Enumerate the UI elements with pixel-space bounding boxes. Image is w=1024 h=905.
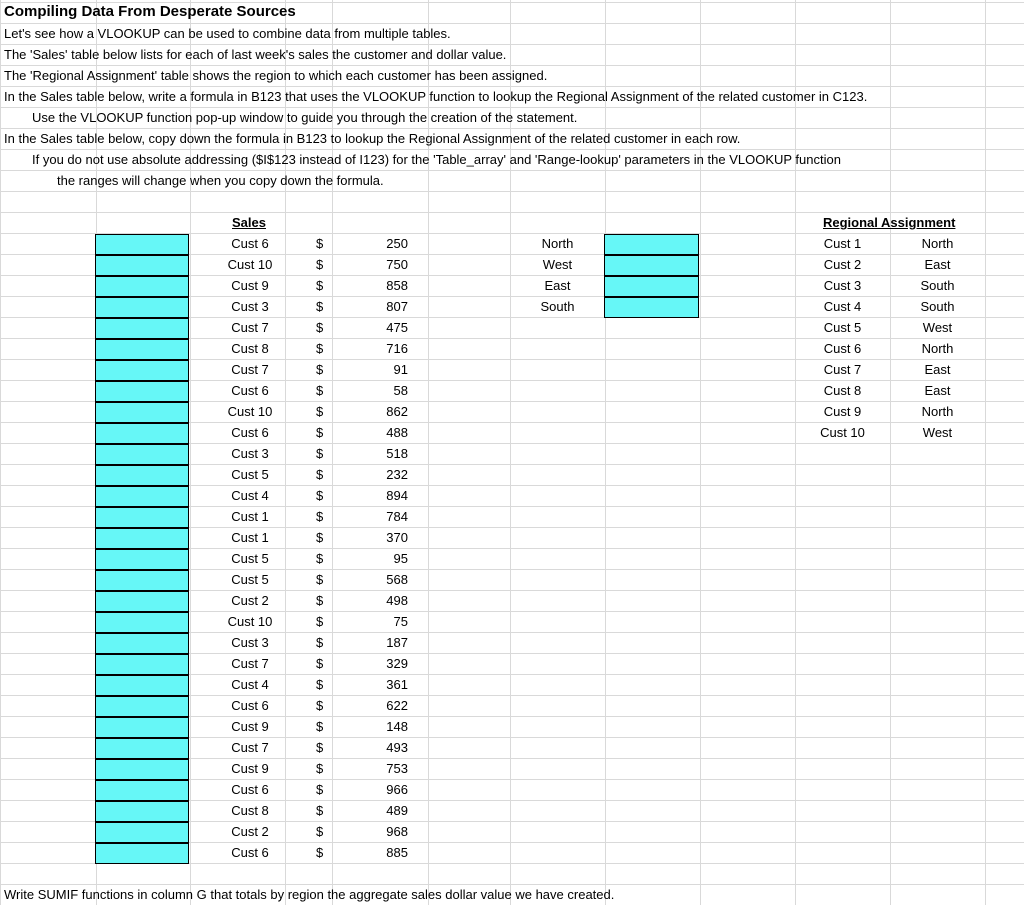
sales-customer-cell[interactable]: Cust 6 — [231, 698, 269, 713]
region-lookup-input-cell[interactable] — [95, 381, 189, 402]
assignment-customer-cell[interactable]: Cust 2 — [823, 257, 862, 272]
sales-customer-cell[interactable]: Cust 3 — [231, 635, 269, 650]
sales-value-cell[interactable]: 622 — [386, 698, 408, 713]
region-lookup-input-cell[interactable] — [95, 591, 189, 612]
region-lookup-input-cell[interactable] — [95, 612, 189, 633]
sumif-input-cell[interactable] — [604, 234, 699, 255]
sales-currency-cell[interactable]: $ — [316, 698, 324, 713]
sales-value-cell[interactable]: 91 — [393, 362, 408, 377]
region-lookup-input-cell[interactable] — [95, 444, 189, 465]
sales-currency-cell[interactable]: $ — [316, 278, 324, 293]
region-lookup-input-cell[interactable] — [95, 423, 189, 444]
sales-customer-cell[interactable]: Cust 4 — [231, 488, 269, 503]
sales-currency-cell[interactable]: $ — [316, 299, 324, 314]
sales-customer-cell[interactable]: Cust 2 — [231, 824, 269, 839]
region-lookup-input-cell[interactable] — [95, 738, 189, 759]
sales-value-cell[interactable]: 187 — [386, 635, 408, 650]
assignment-customer-cell[interactable]: Cust 5 — [823, 320, 862, 335]
sales-value-cell[interactable]: 498 — [386, 593, 408, 608]
sales-currency-cell[interactable]: $ — [316, 677, 324, 692]
region-lookup-input-cell[interactable] — [95, 255, 189, 276]
sales-currency-cell[interactable]: $ — [316, 467, 324, 482]
instruction-line[interactable]: The 'Regional Assignment' table shows the region to which each customer has been assigned. — [4, 68, 548, 83]
region-lookup-input-cell[interactable] — [95, 486, 189, 507]
sales-customer-cell[interactable]: Cust 7 — [231, 740, 269, 755]
sales-value-cell[interactable]: 716 — [386, 341, 408, 356]
summary-region-label[interactable]: South — [540, 299, 575, 314]
sales-customer-cell[interactable]: Cust 5 — [231, 467, 269, 482]
sales-currency-cell[interactable]: $ — [316, 614, 324, 629]
sales-customer-cell[interactable]: Cust 7 — [231, 362, 269, 377]
sales-currency-cell[interactable]: $ — [316, 782, 324, 797]
assignment-customer-cell[interactable]: Cust 7 — [823, 362, 862, 377]
region-lookup-input-cell[interactable] — [95, 633, 189, 654]
sales-customer-cell[interactable]: Cust 9 — [231, 278, 269, 293]
assignment-region-cell[interactable]: East — [924, 362, 951, 377]
region-lookup-input-cell[interactable] — [95, 843, 189, 864]
sales-currency-cell[interactable]: $ — [316, 551, 324, 566]
sales-currency-cell[interactable]: $ — [316, 803, 324, 818]
sheet-title[interactable]: Compiling Data From Desperate Sources — [4, 3, 296, 20]
sales-customer-cell[interactable]: Cust 9 — [231, 719, 269, 734]
assignment-region-cell[interactable]: North — [921, 236, 954, 251]
assignment-region-cell[interactable]: North — [921, 341, 954, 356]
sales-currency-cell[interactable]: $ — [316, 761, 324, 776]
sales-value-cell[interactable]: 475 — [386, 320, 408, 335]
region-lookup-input-cell[interactable] — [95, 801, 189, 822]
sales-value-cell[interactable]: 232 — [386, 467, 408, 482]
sales-currency-cell[interactable]: $ — [316, 719, 324, 734]
sales-value-cell[interactable]: 95 — [393, 551, 408, 566]
assignment-region-cell[interactable]: North — [921, 404, 954, 419]
sales-value-cell[interactable]: 568 — [386, 572, 408, 587]
sales-customer-cell[interactable]: Cust 8 — [231, 803, 269, 818]
sales-value-cell[interactable]: 329 — [386, 656, 408, 671]
sales-value-cell[interactable]: 968 — [386, 824, 408, 839]
regional-assignment-header[interactable]: Regional Assignment — [823, 215, 956, 230]
summary-region-label[interactable]: East — [544, 278, 571, 293]
sales-value-cell[interactable]: 493 — [386, 740, 408, 755]
region-lookup-input-cell[interactable] — [95, 570, 189, 591]
sales-customer-cell[interactable]: Cust 3 — [231, 299, 269, 314]
sales-currency-cell[interactable]: $ — [316, 635, 324, 650]
sales-currency-cell[interactable]: $ — [316, 656, 324, 671]
sales-value-cell[interactable]: 75 — [393, 614, 408, 629]
sales-value-cell[interactable]: 753 — [386, 761, 408, 776]
instruction-line[interactable]: In the Sales table below, copy down the formula in B123 to lookup the Regional Assignment of the related customer in each row. — [4, 131, 741, 146]
sales-customer-cell[interactable]: Cust 7 — [231, 320, 269, 335]
sales-value-cell[interactable]: 807 — [386, 299, 408, 314]
sales-customer-cell[interactable]: Cust 10 — [227, 257, 273, 272]
region-lookup-input-cell[interactable] — [95, 549, 189, 570]
sales-value-cell[interactable]: 250 — [386, 236, 408, 251]
sales-currency-cell[interactable]: $ — [316, 572, 324, 587]
sales-currency-cell[interactable]: $ — [316, 593, 324, 608]
sales-currency-cell[interactable]: $ — [316, 341, 324, 356]
sales-value-cell[interactable]: 370 — [386, 530, 408, 545]
assignment-region-cell[interactable]: East — [924, 383, 951, 398]
region-lookup-input-cell[interactable] — [95, 696, 189, 717]
sales-value-cell[interactable]: 858 — [386, 278, 408, 293]
sales-currency-cell[interactable]: $ — [316, 740, 324, 755]
sumif-input-cell[interactable] — [604, 276, 699, 297]
sales-currency-cell[interactable]: $ — [316, 425, 324, 440]
assignment-customer-cell[interactable]: Cust 8 — [823, 383, 862, 398]
region-lookup-input-cell[interactable] — [95, 759, 189, 780]
region-lookup-input-cell[interactable] — [95, 822, 189, 843]
sales-value-cell[interactable]: 361 — [386, 677, 408, 692]
region-lookup-input-cell[interactable] — [95, 276, 189, 297]
sales-customer-cell[interactable]: Cust 7 — [231, 656, 269, 671]
region-lookup-input-cell[interactable] — [95, 402, 189, 423]
region-lookup-input-cell[interactable] — [95, 339, 189, 360]
instruction-line[interactable]: The 'Sales' table below lists for each of last week's sales the customer and dollar value. — [4, 47, 507, 62]
sales-customer-cell[interactable]: Cust 3 — [231, 446, 269, 461]
region-lookup-input-cell[interactable] — [95, 717, 189, 738]
sales-value-cell[interactable]: 148 — [386, 719, 408, 734]
assignment-region-cell[interactable]: West — [922, 320, 953, 335]
assignment-customer-cell[interactable]: Cust 9 — [823, 404, 862, 419]
sales-currency-cell[interactable]: $ — [316, 446, 324, 461]
sales-customer-cell[interactable]: Cust 6 — [231, 383, 269, 398]
assignment-region-cell[interactable]: West — [922, 425, 953, 440]
sales-value-cell[interactable]: 784 — [386, 509, 408, 524]
assignment-customer-cell[interactable]: Cust 4 — [823, 299, 862, 314]
sales-value-cell[interactable]: 862 — [386, 404, 408, 419]
region-lookup-input-cell[interactable] — [95, 528, 189, 549]
sales-currency-cell[interactable]: $ — [316, 362, 324, 377]
sales-customer-cell[interactable]: Cust 1 — [231, 509, 269, 524]
sales-value-cell[interactable]: 885 — [386, 845, 408, 860]
region-lookup-input-cell[interactable] — [95, 507, 189, 528]
sales-value-cell[interactable]: 966 — [386, 782, 408, 797]
assignment-customer-cell[interactable]: Cust 6 — [823, 341, 862, 356]
sumif-input-cell[interactable] — [604, 297, 699, 318]
sales-customer-cell[interactable]: Cust 5 — [231, 572, 269, 587]
sales-currency-cell[interactable]: $ — [316, 824, 324, 839]
region-lookup-input-cell[interactable] — [95, 780, 189, 801]
sales-value-cell[interactable]: 58 — [393, 383, 408, 398]
sales-currency-cell[interactable]: $ — [316, 320, 324, 335]
instruction-line[interactable]: the ranges will change when you copy down the formula. — [57, 173, 384, 188]
region-lookup-input-cell[interactable] — [95, 360, 189, 381]
sales-currency-cell[interactable]: $ — [316, 509, 324, 524]
sales-value-cell[interactable]: 518 — [386, 446, 408, 461]
sales-customer-cell[interactable]: Cust 8 — [231, 341, 269, 356]
sales-customer-cell[interactable]: Cust 4 — [231, 677, 269, 692]
sales-value-cell[interactable]: 489 — [386, 803, 408, 818]
sales-value-cell[interactable]: 488 — [386, 425, 408, 440]
summary-region-label[interactable]: North — [541, 236, 574, 251]
sales-customer-cell[interactable]: Cust 6 — [231, 845, 269, 860]
region-lookup-input-cell[interactable] — [95, 318, 189, 339]
assignment-region-cell[interactable]: South — [920, 299, 955, 314]
instruction-line[interactable]: If you do not use absolute addressing ($I$123 instead of I123) for the 'Table_array' and 'Range-lookup' parameters in the VLOOKUP function — [32, 152, 841, 167]
sales-customer-cell[interactable]: Cust 2 — [231, 593, 269, 608]
sales-currency-cell[interactable]: $ — [316, 404, 324, 419]
sales-customer-cell[interactable]: Cust 10 — [227, 404, 273, 419]
region-lookup-input-cell[interactable] — [95, 465, 189, 486]
instruction-line[interactable]: Use the VLOOKUP function pop-up window to guide you through the creation of the statement. — [32, 110, 578, 125]
sales-currency-cell[interactable]: $ — [316, 845, 324, 860]
summary-region-label[interactable]: West — [542, 257, 573, 272]
sales-customer-cell[interactable]: Cust 6 — [231, 782, 269, 797]
sales-customer-cell[interactable]: Cust 1 — [231, 530, 269, 545]
region-lookup-input-cell[interactable] — [95, 675, 189, 696]
sales-customer-cell[interactable]: Cust 9 — [231, 761, 269, 776]
sales-value-cell[interactable]: 750 — [386, 257, 408, 272]
region-lookup-input-cell[interactable] — [95, 654, 189, 675]
sales-header[interactable]: Sales — [232, 215, 266, 230]
sales-customer-cell[interactable]: Cust 6 — [231, 236, 269, 251]
sumif-input-cell[interactable] — [604, 255, 699, 276]
sales-currency-cell[interactable]: $ — [316, 257, 324, 272]
region-lookup-input-cell[interactable] — [95, 234, 189, 255]
sales-customer-cell[interactable]: Cust 5 — [231, 551, 269, 566]
sales-currency-cell[interactable]: $ — [316, 488, 324, 503]
sales-customer-cell[interactable]: Cust 10 — [227, 614, 273, 629]
assignment-region-cell[interactable]: East — [924, 257, 951, 272]
region-lookup-input-cell[interactable] — [95, 297, 189, 318]
sales-currency-cell[interactable]: $ — [316, 383, 324, 398]
assignment-customer-cell[interactable]: Cust 3 — [823, 278, 862, 293]
sales-currency-cell[interactable]: $ — [316, 236, 324, 251]
sales-customer-cell[interactable]: Cust 6 — [231, 425, 269, 440]
assignment-region-cell[interactable]: South — [920, 278, 955, 293]
sales-value-cell[interactable]: 894 — [386, 488, 408, 503]
assignment-customer-cell[interactable]: Cust 10 — [820, 425, 865, 440]
instruction-line[interactable]: In the Sales table below, write a formula in B123 that uses the VLOOKUP function to lookup the Regional Assignment of the related customer in C123. — [4, 89, 868, 104]
assignment-customer-cell[interactable]: Cust 1 — [823, 236, 862, 251]
sales-currency-cell[interactable]: $ — [316, 530, 324, 545]
instruction-line[interactable]: Let's see how a VLOOKUP can be used to combine data from multiple tables. — [4, 26, 451, 41]
footer-instruction[interactable]: Write SUMIF functions in column G that totals by region the aggregate sales dollar value we have created. — [4, 887, 615, 902]
